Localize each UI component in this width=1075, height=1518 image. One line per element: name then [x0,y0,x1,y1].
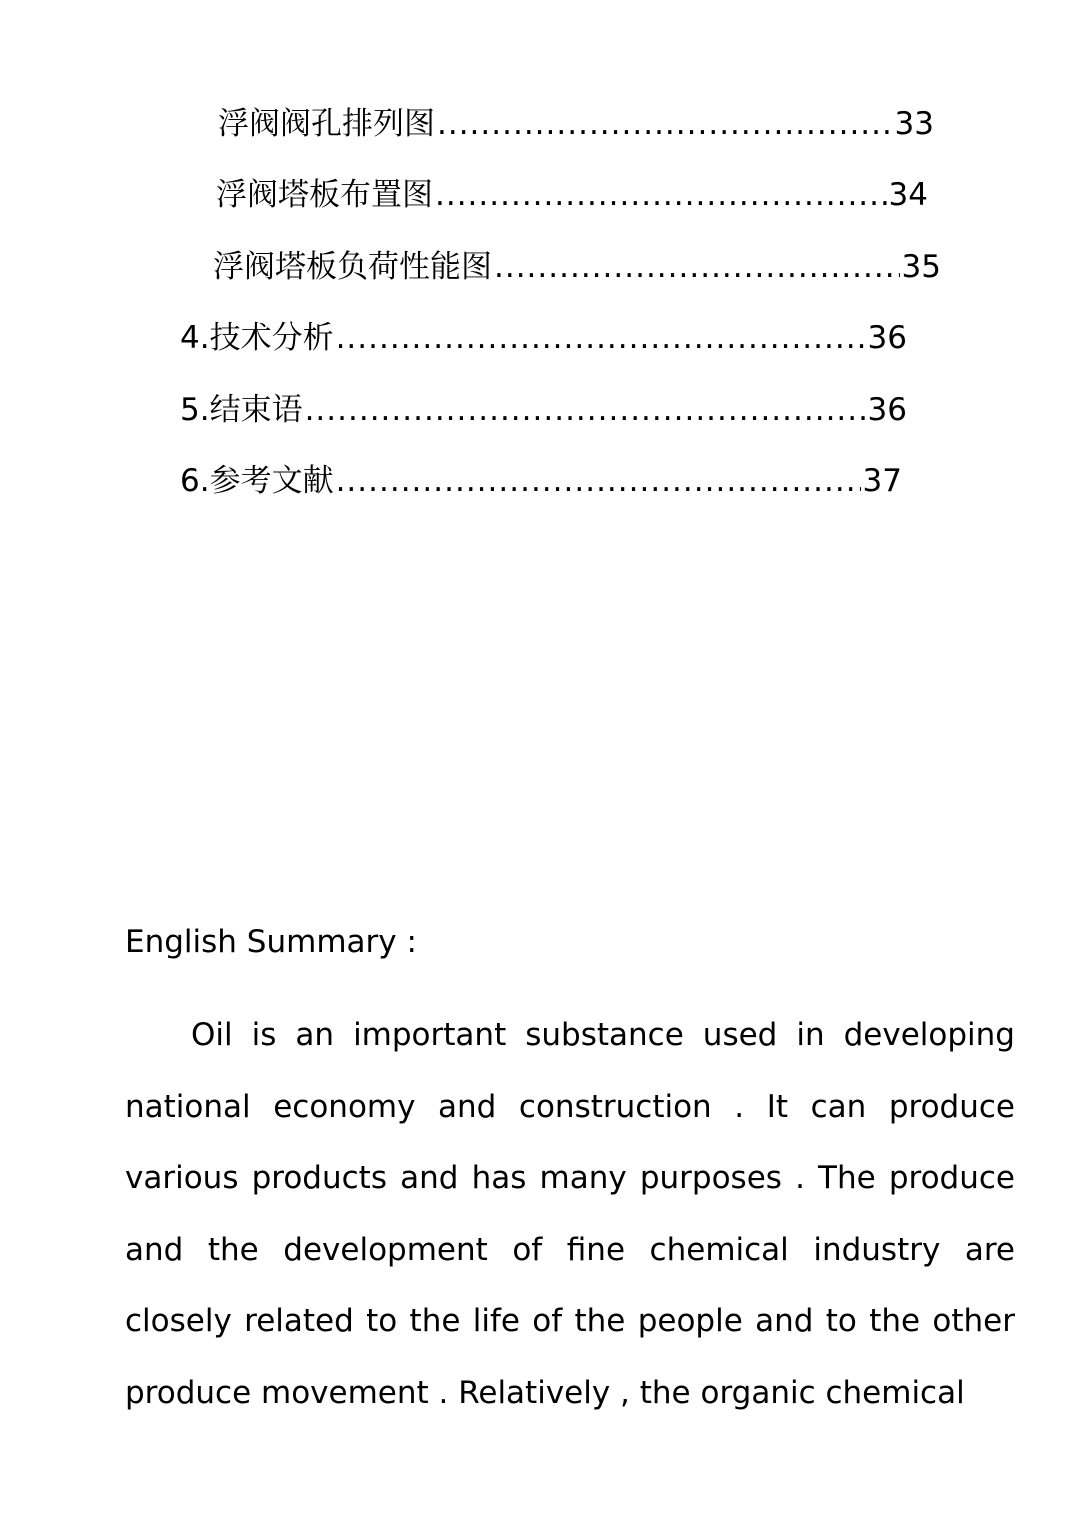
toc-entry-title: 浮阀塔板负荷性能图 [213,249,492,285]
toc-entry-title: 5.结束语 [180,392,303,428]
toc-entry-page: 36 [867,392,907,428]
toc-leader-dots [305,390,866,430]
summary-body: Oil is an important substance used in developing national economy and construction . It can produce various products and has many purposes . The produce and the development of fine chemical industry are closely related to the life of the people and to the other produce movement . Relatively , the organic chemical [125,1017,1015,1411]
toc-leader-dots [336,318,866,358]
toc-entry [180,318,907,358]
toc-entry-page: 33 [894,106,934,142]
toc-entry-title: 6.参考文献 [180,463,334,499]
toc-entry-title: 浮阀阀孔排列图 [218,106,435,142]
toc-entry [216,175,928,215]
toc-entry-title: 4.技术分析 [180,320,334,356]
toc-entry [213,247,941,287]
toc-leader-dots [437,104,893,144]
toc-entry [180,461,902,501]
toc-entry-title: 浮阀塔板布置图 [216,177,433,213]
toc-entry-page: 37 [862,463,902,499]
toc-leader-dots [494,247,900,287]
toc-entry [218,104,934,144]
toc-leader-dots [435,175,887,215]
toc-entry-page: 34 [888,177,928,213]
summary-heading: English Summary : [125,924,417,960]
toc-entry [180,390,907,430]
toc-entry-page: 35 [901,249,941,285]
toc-leader-dots [336,461,861,501]
toc-entry-page: 36 [867,320,907,356]
